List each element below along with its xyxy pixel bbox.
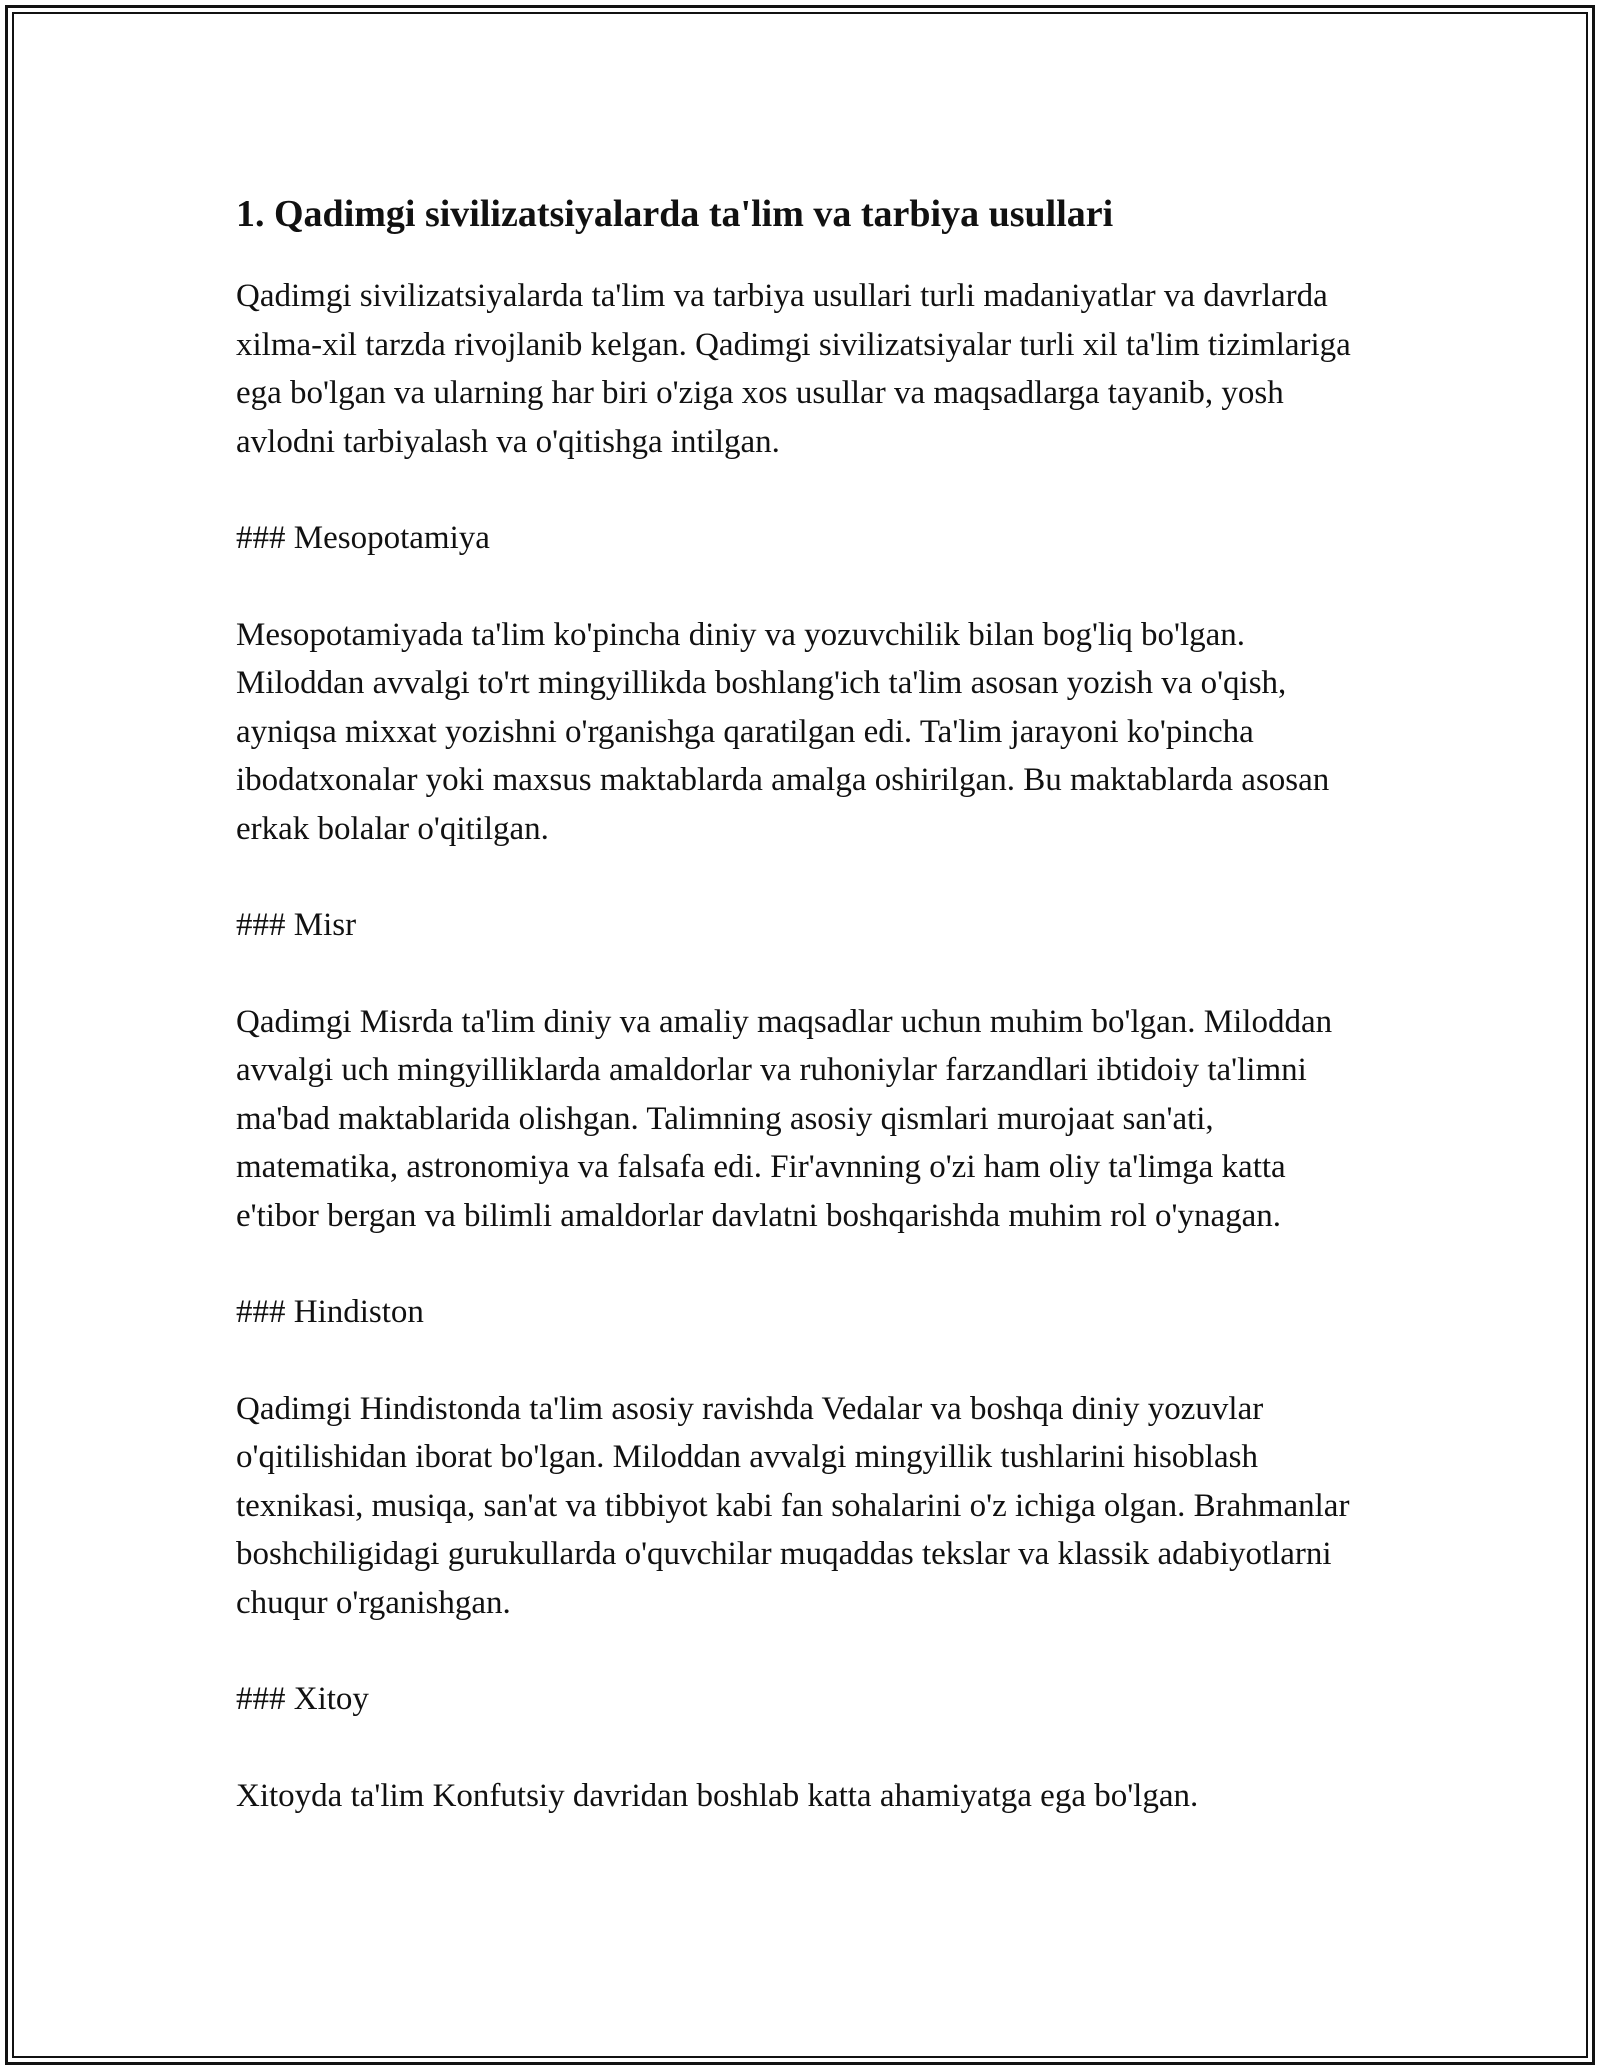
section-title: 1. Qadimgi sivilizatsiyalarda ta'lim va tarbiya usullari	[236, 193, 1114, 235]
paragraph-mesopotamiya: Mesopotamiyada ta'lim ko'pincha diniy va yozuvchilik bilan bog'liq bo'lgan. Miloddan avvalgi to'rt mingyillikda boshlang'ich ta'lim asosan yozish va o'qish, ayniqsa mixxat yozishni o'rganishga qaratilgan edi. Ta'lim jarayoni ko'pincha ibodatxonalar yoki maxsus maktablarda amalga oshirilgan. Bu maktablarda asosan erkak bolalar o'qitilgan.	[236, 616, 1330, 847]
subheading-mesopotamiya: ### Mesopotamiya	[236, 520, 490, 556]
intro-paragraph: Qadimgi sivilizatsiyalarda ta'lim va tarbiya usullari turli madaniyatlar va davrlarda xilma-xil tarzda rivojlanib kelgan. Qadimgi sivilizatsiyalar turli xil ta'lim tizimlariga ega bo'lgan va ularning har biri o'ziga xos usullar va maqsadlarga tayanib, yosh avlodni tarbiyalash va o'qitishga intilgan.	[236, 278, 1351, 460]
paragraph-xitoy: Xitoyda ta'lim Konfutsiy davridan boshlab katta ahamiyatga ega bo'lgan.	[236, 1777, 1199, 1814]
paragraph-misr: Qadimgi Misrda ta'lim diniy va amaliy maqsadlar uchun muhim bo'lgan. Miloddan avvalgi uch mingyilliklarda amaldorlar va ruhoniylar farzandlari ibtidoiy ta'limni ma'bad maktablarida olishgan. Talimning asosiy qismlari murojaat san'ati, matematika, astronomiya va falsafa edi. Fir'avnning o'zi ham oliy ta'limga katta e'tibor bergan va bilimli amaldorlar davlatni boshqarishda muhim rol o'ynagan.	[236, 1003, 1333, 1234]
subheading-hindiston: ### Hindiston	[236, 1294, 424, 1330]
document-body	[236, 186, 1366, 1868]
subheading-xitoy: ### Xitoy	[236, 1681, 369, 1717]
subheading-misr: ### Misr	[236, 907, 357, 943]
paragraph-hindiston: Qadimgi Hindistonda ta'lim asosiy ravishda Vedalar va boshqa diniy yozuvlar o'qitilishidan iborat bo'lgan. Miloddan avvalgi mingyillik tushlarini hisoblash texnikasi, musiqa, san'at va tibbiyot kabi fan sohalarini o'z ichiga olgan. Brahmanlar boshchiligidagi gurukullarda o'quvchilar muqaddas tekslar va klassik adabiyotlarni chuqur o'rganishgan.	[236, 1390, 1350, 1621]
